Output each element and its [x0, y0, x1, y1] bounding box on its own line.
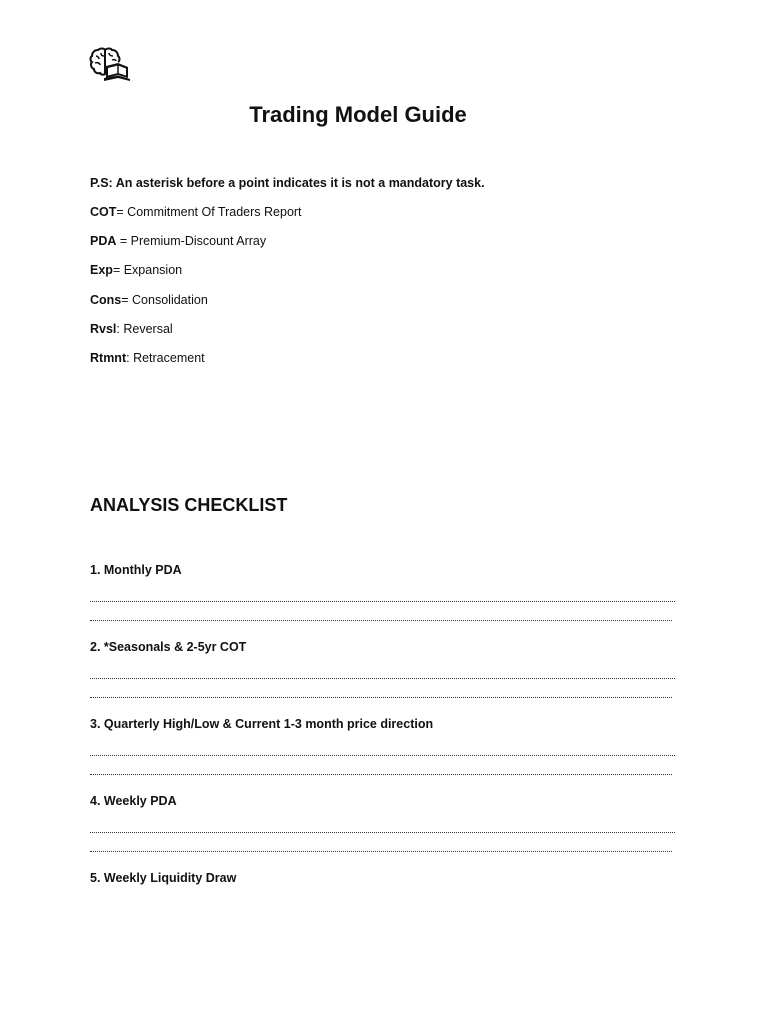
abbreviation-row — [90, 291, 690, 320]
abbreviation-row — [90, 320, 690, 349]
page-title-text: Trading Model Guide — [249, 102, 467, 127]
checklist-item — [90, 638, 680, 715]
abbreviation-term: Rvsl — [90, 321, 117, 336]
abbreviation-term: Rtmnt — [90, 350, 127, 365]
answer-line[interactable] — [90, 851, 672, 852]
answer-line[interactable] — [90, 832, 675, 833]
abbreviation-row — [90, 203, 690, 232]
checklist-item — [90, 561, 680, 638]
abbreviation-term: Exp — [90, 263, 113, 278]
asterisk-note: P.S: An asterisk before a point indicates it is not a mandatory task. — [90, 176, 485, 190]
abbreviation-meaning: Consolidation — [132, 292, 208, 307]
abbreviation-row — [90, 232, 690, 261]
checklist-item-label: 2. *Seasonals & 2-5yr COT — [90, 640, 247, 654]
answer-line[interactable] — [90, 774, 672, 775]
abbreviation-term: COT — [90, 205, 117, 219]
abbreviation-separator: = — [116, 205, 128, 219]
abbreviation-meaning: Expansion — [123, 263, 183, 278]
answer-line[interactable] — [90, 620, 672, 621]
abbreviation-term: Cons — [90, 292, 122, 307]
abbreviation-separator: : — [116, 321, 124, 336]
checklist-item-label: 4. Weekly PDA — [90, 794, 177, 808]
abbreviation-separator: = — [112, 263, 124, 278]
abbreviation-meaning: Reversal — [123, 321, 173, 336]
abbreviation-row — [90, 349, 690, 378]
page-title — [0, 102, 716, 128]
abbreviation-separator: = — [116, 234, 131, 249]
abbreviation-separator: = — [121, 292, 133, 307]
abbreviation-term: PDA — [90, 234, 117, 249]
checklist-title: ANALYSIS CHECKLIST — [90, 495, 288, 515]
checklist-item — [90, 869, 680, 946]
answer-line[interactable] — [90, 678, 675, 679]
brain-book-icon — [88, 44, 134, 84]
abbreviation-meaning: Retracement — [133, 350, 205, 365]
answer-line[interactable] — [90, 755, 675, 756]
abbreviation-separator: : — [126, 350, 134, 365]
checklist-item — [90, 792, 680, 869]
checklist-item-label: 1. Monthly PDA — [90, 563, 182, 577]
checklist-item-label: 5. Weekly Liquidity Draw — [90, 871, 237, 885]
analysis-checklist — [90, 561, 680, 946]
abbreviation-meaning: Premium-Discount Array — [130, 234, 267, 249]
checklist-item-label: 3. Quarterly High/Low & Current 1-3 month price direction — [90, 717, 434, 731]
answer-line[interactable] — [90, 601, 675, 602]
intro-section — [90, 174, 690, 378]
checklist-item — [90, 715, 680, 792]
abbreviation-meaning: Commitment Of Traders Report — [127, 205, 302, 219]
abbreviation-row — [90, 261, 690, 290]
answer-line[interactable] — [90, 697, 672, 698]
